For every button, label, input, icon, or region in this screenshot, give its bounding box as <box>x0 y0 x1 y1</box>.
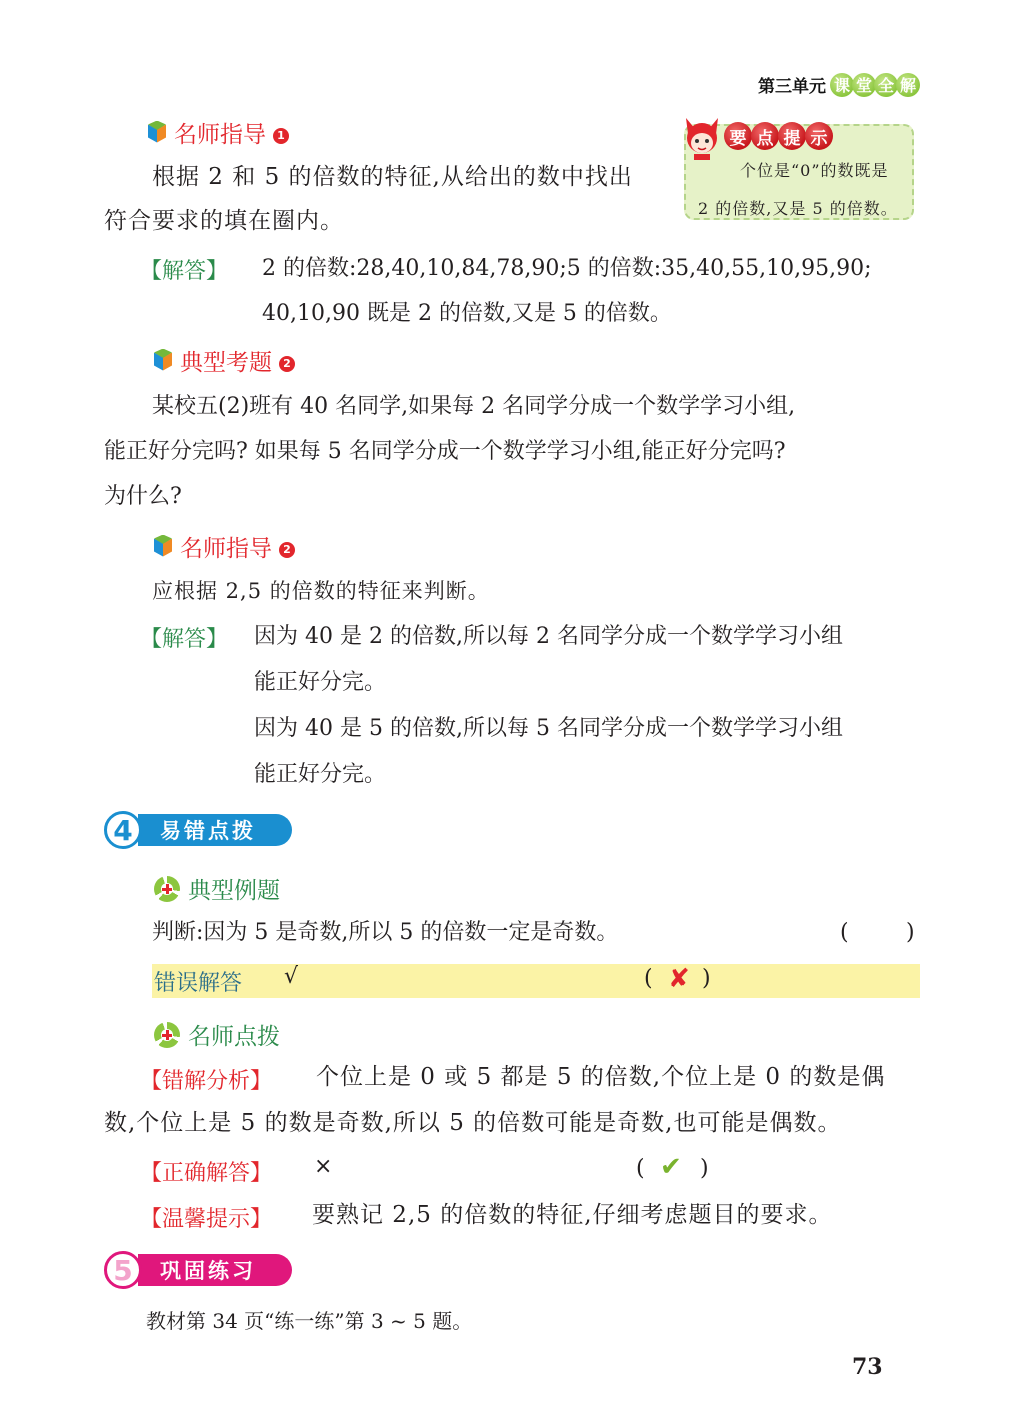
answer-paren-open: ( <box>840 920 850 945</box>
guide1-heading <box>146 116 289 149</box>
guide1-title: 名师指导 <box>174 122 266 148</box>
red-cross-icon: ✘ <box>668 964 690 994</box>
judgement-question: 判断:因为 5 是奇数,所以 5 的倍数一定是奇数。 <box>152 920 619 945</box>
analysis-label: 【错解分析】 <box>140 1069 273 1094</box>
guide2-answer-line4: 能正好分完。 <box>254 762 387 787</box>
guide1-text-line2: 符合要求的填在圈内。 <box>104 208 344 234</box>
correct-answer-value: × <box>314 1154 333 1179</box>
badge-char: 全 <box>874 73 898 97</box>
page-number: 73 <box>852 1354 883 1380</box>
tip-title-char: 点 <box>751 122 779 150</box>
guide1-number-badge: 1 <box>273 128 289 144</box>
guide2-answer-line1: 因为 40 是 2 的倍数,所以每 2 名同学分成一个数学学习小组 <box>254 624 843 649</box>
correct-paren-close: ) <box>700 1156 709 1181</box>
typical2-line1: 某校五(2)班有 40 名同学,如果每 2 名同学分成一个数学学习小组, <box>152 394 796 419</box>
tip-title-char: 要 <box>724 122 752 150</box>
reminder-text: 要熟记 2,5 的倍数的特征,仔细考虑题目的要求。 <box>312 1202 833 1228</box>
guide2-answer-line3: 因为 40 是 5 的倍数,所以每 5 名同学分成一个数学学习小组 <box>254 716 843 741</box>
cube-icon <box>152 535 174 559</box>
wrong-answer-label: 错误解答 <box>154 971 243 996</box>
guide2-number-badge: 2 <box>279 542 295 558</box>
practice-text: 教材第 34 页“练一练”第 3 ~ 5 题。 <box>146 1309 473 1333</box>
guide2-answer-label: 【解答】 <box>140 627 229 652</box>
section5-title: 巩固练习 <box>138 1254 292 1286</box>
tips-title: 名师点拨 <box>188 1024 280 1050</box>
unit-label: 第三单元 <box>758 77 826 97</box>
analysis-line2: 数,个位上是 5 的数是奇数,所以 5 的倍数可能是奇数,也可能是偶数。 <box>104 1110 842 1136</box>
tip-line2: 2 的倍数,又是 5 的倍数。 <box>698 199 898 218</box>
typical2-line2: 能正好分完吗? 如果每 5 名同学分成一个数学学习小组,能正好分完吗? <box>104 439 786 464</box>
recycle-plus-icon <box>154 1022 180 1048</box>
running-header <box>758 72 920 97</box>
badge-char: 堂 <box>852 73 876 97</box>
badge-char: 解 <box>896 73 920 97</box>
wrong-answer-bar <box>152 964 920 998</box>
example-title: 典型例题 <box>188 878 280 904</box>
answer-paren-close: ) <box>906 920 916 945</box>
key-point-title <box>724 122 832 150</box>
cube-icon <box>152 349 174 373</box>
tip-title-char: 提 <box>778 122 806 150</box>
recycle-plus-icon <box>154 876 180 902</box>
tip-line1: 个位是“0”的数既是 <box>740 161 889 180</box>
reminder-label: 【温馨提示】 <box>140 1207 273 1232</box>
correct-answer-label: 【正确解答】 <box>140 1161 273 1186</box>
typical2-title: 典型考题 <box>180 350 272 376</box>
guide1-text-line1: 根据 2 和 5 的倍数的特征,从给出的数中找出 <box>152 164 633 190</box>
correct-paren-open: ( <box>636 1156 645 1181</box>
guide1-answer-line1: 2 的倍数:28,40,10,84,78,90;5 的倍数:35,40,55,10,95,90; <box>262 256 872 281</box>
wrong-paren-open: ( <box>644 966 653 991</box>
section4-banner <box>104 810 292 850</box>
course-badge <box>832 73 920 97</box>
green-check-icon: ✔ <box>660 1152 682 1182</box>
example-heading <box>154 872 280 905</box>
guide2-heading <box>152 530 295 563</box>
section4-number: 4 <box>104 811 142 849</box>
wrong-paren-close: ) <box>702 966 711 991</box>
cube-icon <box>146 121 168 145</box>
guide1-answer-line2: 40,10,90 既是 2 的倍数,又是 5 的倍数。 <box>262 301 672 326</box>
analysis-line1: 个位上是 0 或 5 都是 5 的倍数,个位上是 0 的数是偶 <box>316 1064 886 1090</box>
section5-banner <box>104 1250 292 1290</box>
guide2-text: 应根据 2,5 的倍数的特征来判断。 <box>152 579 490 603</box>
guide1-answer-label: 【解答】 <box>140 259 229 284</box>
typical2-heading <box>152 344 295 377</box>
badge-char: 课 <box>830 73 854 97</box>
typical2-line3: 为什么? <box>104 484 182 509</box>
fox-mascot-icon <box>682 116 722 162</box>
guide2-answer-line2: 能正好分完。 <box>254 670 387 695</box>
wrong-answer-value: √ <box>284 964 299 989</box>
section4-title: 易错点拨 <box>138 814 292 846</box>
typical2-number-badge: 2 <box>279 356 295 372</box>
section5-number: 5 <box>104 1251 142 1289</box>
tip-title-char: 示 <box>805 122 833 150</box>
guide2-title: 名师指导 <box>180 536 272 562</box>
tips-heading <box>154 1018 280 1051</box>
